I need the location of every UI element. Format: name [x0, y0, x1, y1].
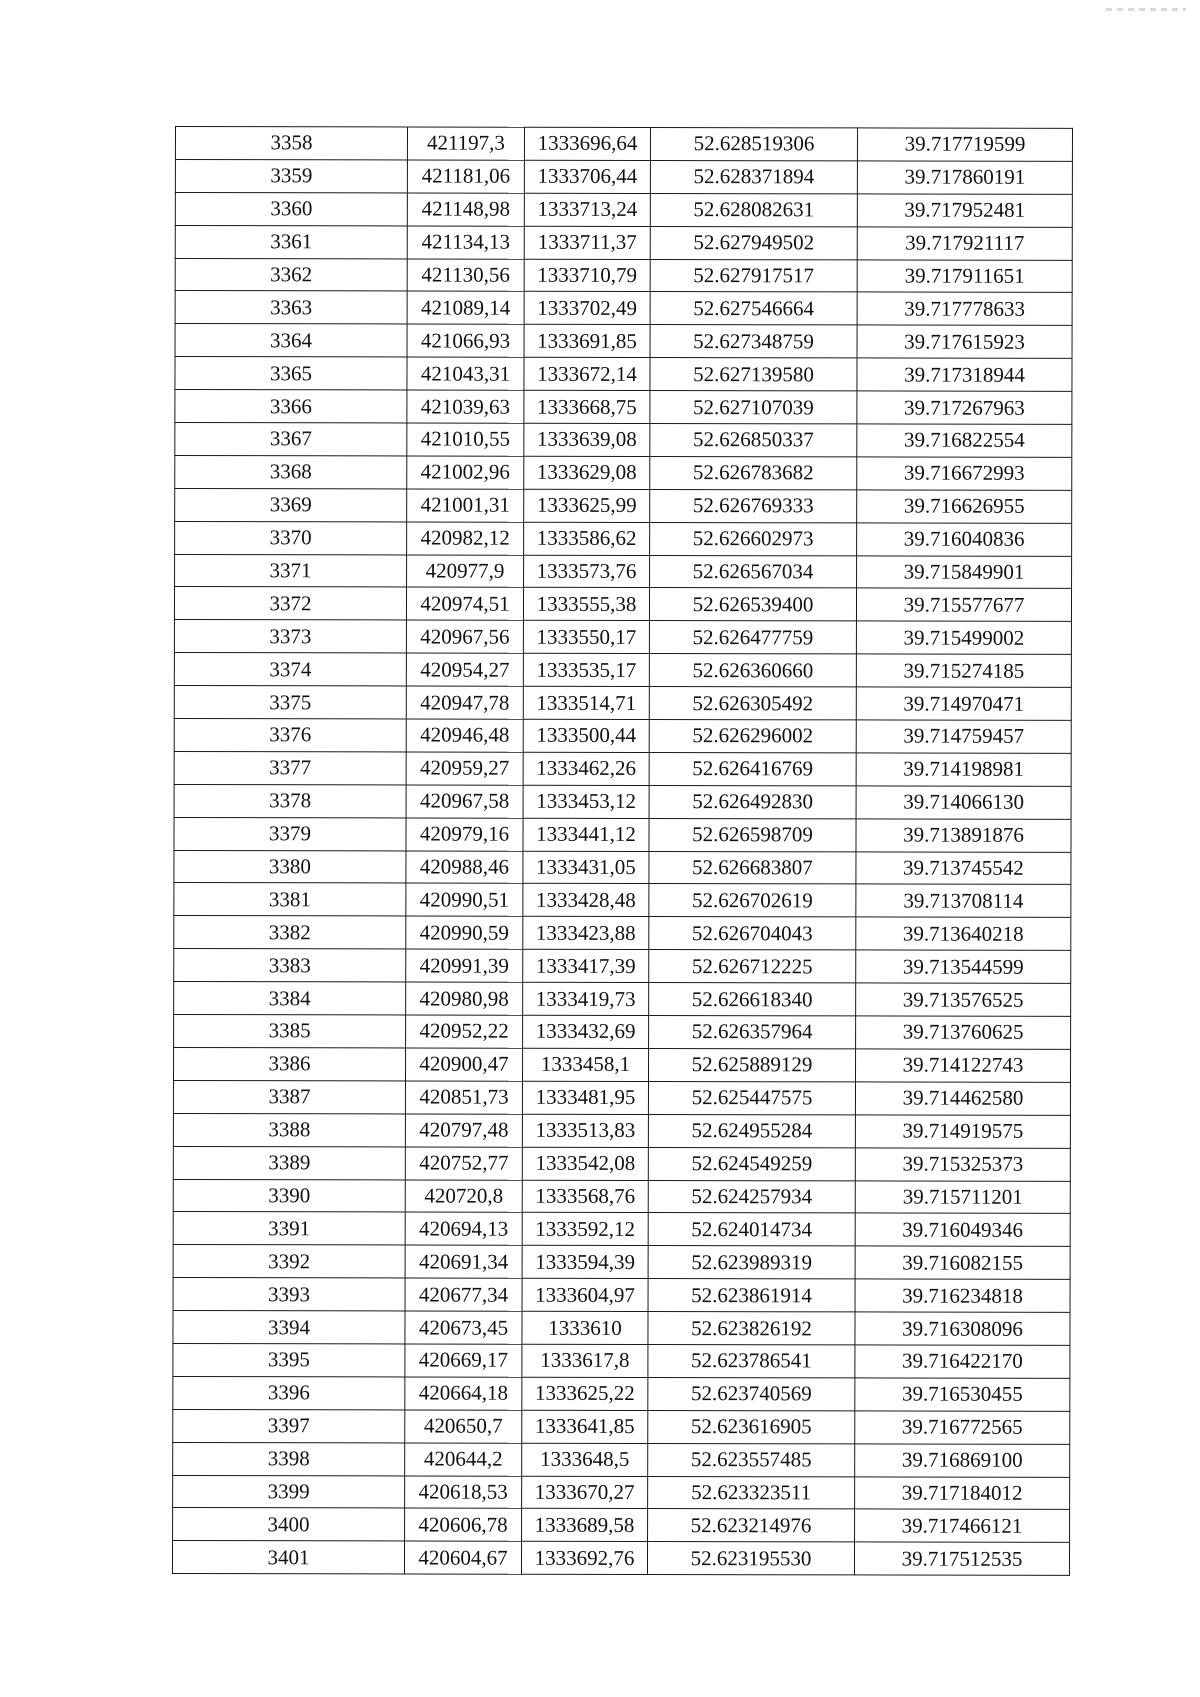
longitude-cell: 39.716082155	[855, 1246, 1070, 1279]
latitude-cell: 52.626683807	[649, 851, 856, 884]
longitude-cell: 39.716672993	[857, 457, 1072, 490]
latitude-cell: 52.626598709	[649, 818, 856, 851]
y-coordinate-cell: 1333696,64	[524, 127, 650, 160]
longitude-cell: 39.714198981	[856, 753, 1071, 786]
point-number-cell: 3380	[174, 850, 406, 883]
table-row	[173, 1311, 1070, 1346]
longitude-cell: 39.717318944	[857, 358, 1072, 391]
point-number-cell: 3365	[175, 357, 407, 390]
x-coordinate-cell: 421134,13	[407, 226, 524, 259]
point-number-cell: 3398	[173, 1442, 405, 1475]
latitude-cell: 52.626416769	[649, 752, 856, 785]
table-row	[173, 1442, 1070, 1477]
longitude-cell: 39.715274185	[856, 654, 1071, 687]
x-coordinate-cell: 421010,55	[407, 423, 524, 456]
table-row	[173, 1343, 1070, 1378]
x-coordinate-cell: 420604,67	[404, 1541, 521, 1574]
latitude-cell: 52.623214976	[648, 1509, 855, 1542]
longitude-cell: 39.716626955	[857, 490, 1072, 523]
x-coordinate-cell: 420673,45	[405, 1311, 522, 1344]
latitude-cell: 52.623557485	[648, 1443, 855, 1476]
point-number-cell: 3397	[173, 1409, 405, 1442]
latitude-cell: 52.628519306	[650, 127, 857, 160]
latitude-cell: 52.626783682	[650, 456, 857, 489]
y-coordinate-cell: 1333453,12	[523, 785, 649, 818]
x-coordinate-cell: 420644,2	[405, 1443, 522, 1476]
y-coordinate-cell: 1333542,08	[522, 1147, 648, 1180]
latitude-cell: 52.626357964	[649, 1016, 856, 1049]
point-number-cell: 3401	[172, 1541, 404, 1574]
latitude-cell: 52.628082631	[650, 193, 857, 226]
longitude-cell: 39.716772565	[855, 1411, 1070, 1444]
point-number-cell: 3368	[175, 455, 407, 488]
x-coordinate-cell: 420974,51	[406, 587, 523, 620]
table-row	[175, 554, 1072, 589]
table-row	[174, 620, 1071, 655]
x-coordinate-cell: 420982,12	[407, 522, 524, 555]
latitude-cell: 52.624014734	[648, 1213, 855, 1246]
latitude-cell: 52.627949502	[650, 226, 857, 259]
point-number-cell: 3390	[173, 1179, 405, 1212]
table-row	[173, 1179, 1070, 1214]
x-coordinate-cell: 420952,22	[406, 1015, 523, 1048]
latitude-cell: 52.627348759	[650, 325, 857, 358]
y-coordinate-cell: 1333670,27	[522, 1476, 648, 1509]
point-number-cell: 3399	[173, 1475, 405, 1508]
table-row	[173, 1475, 1070, 1510]
table-row	[173, 1278, 1070, 1313]
point-number-cell: 3389	[173, 1146, 405, 1179]
table-row	[174, 883, 1071, 918]
y-coordinate-cell: 1333423,88	[523, 917, 649, 950]
point-number-cell: 3396	[173, 1376, 405, 1409]
longitude-cell: 39.717184012	[855, 1476, 1070, 1509]
y-coordinate-cell: 1333514,71	[523, 686, 649, 719]
x-coordinate-cell: 420720,8	[405, 1179, 522, 1212]
point-number-cell: 3359	[175, 159, 407, 192]
latitude-cell: 52.626492830	[649, 785, 856, 818]
x-coordinate-cell: 421043,31	[407, 357, 524, 390]
x-coordinate-cell: 420991,39	[406, 949, 523, 982]
x-coordinate-cell: 420752,77	[405, 1147, 522, 1180]
latitude-cell: 52.624549259	[648, 1147, 855, 1180]
table-row	[174, 719, 1071, 754]
y-coordinate-cell: 1333691,85	[524, 325, 650, 358]
y-coordinate-cell: 1333592,12	[522, 1213, 648, 1246]
y-coordinate-cell: 1333513,83	[522, 1114, 648, 1147]
longitude-cell: 39.713745542	[856, 852, 1071, 885]
longitude-cell: 39.716308096	[855, 1312, 1070, 1345]
longitude-cell: 39.713576525	[856, 983, 1071, 1016]
x-coordinate-cell: 420797,48	[405, 1114, 522, 1147]
table-row	[175, 357, 1072, 392]
y-coordinate-cell: 1333629,08	[524, 456, 650, 489]
longitude-cell: 39.713640218	[856, 917, 1071, 950]
x-coordinate-cell: 420694,13	[405, 1212, 522, 1245]
latitude-cell: 52.626360660	[649, 654, 856, 687]
y-coordinate-cell: 1333586,62	[524, 522, 650, 555]
point-number-cell: 3371	[175, 554, 407, 587]
table-row	[174, 686, 1071, 721]
longitude-cell: 39.714919575	[855, 1115, 1070, 1148]
x-coordinate-cell: 420650,7	[405, 1410, 522, 1443]
table-row	[174, 949, 1071, 984]
point-number-cell: 3366	[175, 390, 407, 423]
point-number-cell: 3361	[175, 225, 407, 258]
point-number-cell: 3384	[174, 982, 406, 1015]
table-row	[173, 1508, 1070, 1543]
point-number-cell: 3363	[175, 291, 407, 324]
y-coordinate-cell: 1333625,99	[524, 489, 650, 522]
longitude-cell: 39.716822554	[857, 424, 1072, 457]
point-number-cell: 3370	[175, 521, 407, 554]
point-number-cell: 3375	[174, 686, 406, 719]
point-number-cell: 3387	[173, 1080, 405, 1113]
x-coordinate-cell: 421039,63	[407, 390, 524, 423]
latitude-cell: 52.626712225	[649, 950, 856, 983]
x-coordinate-cell: 421066,93	[407, 324, 524, 357]
table-row	[175, 324, 1072, 359]
latitude-cell: 52.623323511	[648, 1476, 855, 1509]
x-coordinate-cell: 420900,47	[406, 1048, 523, 1081]
y-coordinate-cell: 1333672,14	[524, 357, 650, 390]
point-number-cell: 3382	[174, 916, 406, 949]
y-coordinate-cell: 1333568,76	[522, 1180, 648, 1213]
table-row	[175, 225, 1072, 260]
point-number-cell: 3383	[174, 949, 406, 982]
x-coordinate-cell: 420664,18	[405, 1377, 522, 1410]
latitude-cell: 52.626850337	[650, 424, 857, 457]
y-coordinate-cell: 1333431,05	[523, 851, 649, 884]
point-number-cell: 3394	[173, 1311, 405, 1344]
table-row	[173, 1146, 1070, 1181]
table-row	[174, 982, 1071, 1017]
latitude-cell: 52.625447575	[648, 1081, 855, 1114]
longitude-cell: 39.717778633	[857, 292, 1072, 325]
longitude-cell: 39.713708114	[856, 884, 1071, 917]
x-coordinate-cell: 420618,53	[405, 1475, 522, 1508]
y-coordinate-cell: 1333689,58	[522, 1509, 648, 1542]
point-number-cell: 3392	[173, 1245, 405, 1278]
longitude-cell: 39.716530455	[855, 1378, 1070, 1411]
y-coordinate-cell: 1333710,79	[524, 259, 650, 292]
x-coordinate-cell: 420851,73	[405, 1081, 522, 1114]
y-coordinate-cell: 1333594,39	[522, 1246, 648, 1279]
table-row	[175, 390, 1072, 425]
y-coordinate-cell: 1333706,44	[524, 160, 650, 193]
point-number-cell: 3395	[173, 1343, 405, 1376]
x-coordinate-cell: 420990,59	[406, 916, 523, 949]
latitude-cell: 52.627107039	[650, 391, 857, 424]
table-row	[173, 1212, 1070, 1247]
x-coordinate-cell: 421130,56	[407, 259, 524, 292]
longitude-cell: 39.717921117	[857, 227, 1072, 260]
table-row	[174, 653, 1071, 688]
coordinates-table	[172, 126, 1073, 1576]
y-coordinate-cell: 1333641,85	[522, 1410, 648, 1443]
x-coordinate-cell: 420988,46	[406, 851, 523, 884]
point-number-cell: 3367	[175, 423, 407, 456]
x-coordinate-cell: 421181,06	[407, 160, 524, 193]
longitude-cell: 39.714462580	[855, 1082, 1070, 1115]
table-row	[174, 1047, 1071, 1082]
longitude-cell: 39.717719599	[857, 128, 1072, 161]
longitude-cell: 39.715499002	[856, 621, 1071, 654]
point-number-cell: 3378	[174, 784, 406, 817]
table-row	[173, 1245, 1070, 1280]
y-coordinate-cell: 1333428,48	[523, 884, 649, 917]
y-coordinate-cell: 1333500,44	[523, 719, 649, 752]
longitude-cell: 39.713544599	[856, 950, 1071, 983]
x-coordinate-cell: 420967,58	[406, 785, 523, 818]
latitude-cell: 52.627917517	[650, 259, 857, 292]
latitude-cell: 52.626769333	[650, 489, 857, 522]
longitude-cell: 39.714970471	[856, 687, 1071, 720]
x-coordinate-cell: 421089,14	[407, 291, 524, 324]
table-row	[173, 1376, 1070, 1411]
y-coordinate-cell: 1333617,8	[522, 1344, 648, 1377]
table-row	[175, 127, 1072, 162]
y-coordinate-cell: 1333692,76	[521, 1542, 647, 1575]
point-number-cell: 3379	[174, 817, 406, 850]
longitude-cell: 39.717911651	[857, 259, 1072, 292]
longitude-cell: 39.715577677	[856, 588, 1071, 621]
y-coordinate-cell: 1333419,73	[523, 982, 649, 1015]
table-row	[174, 784, 1071, 819]
table-row	[173, 1113, 1070, 1148]
y-coordinate-cell: 1333462,26	[523, 752, 649, 785]
y-coordinate-cell: 1333713,24	[524, 193, 650, 226]
longitude-cell: 39.715711201	[855, 1180, 1070, 1213]
latitude-cell: 52.627139580	[650, 358, 857, 391]
y-coordinate-cell: 1333555,38	[523, 588, 649, 621]
latitude-cell: 52.624257934	[648, 1180, 855, 1213]
point-number-cell: 3388	[173, 1113, 405, 1146]
point-number-cell: 3376	[174, 719, 406, 752]
table-row	[174, 817, 1071, 852]
longitude-cell: 39.714759457	[856, 720, 1071, 753]
point-number-cell: 3362	[175, 258, 407, 291]
latitude-cell: 52.626567034	[650, 555, 857, 588]
y-coordinate-cell: 1333711,37	[524, 226, 650, 259]
x-coordinate-cell: 420677,34	[405, 1278, 522, 1311]
x-coordinate-cell: 420977,9	[407, 555, 524, 588]
longitude-cell: 39.713760625	[856, 1016, 1071, 1049]
longitude-cell: 39.716869100	[855, 1444, 1070, 1477]
latitude-cell: 52.623616905	[648, 1410, 855, 1443]
table-row	[174, 751, 1071, 786]
y-coordinate-cell: 1333604,97	[522, 1278, 648, 1311]
y-coordinate-cell: 1333610	[522, 1311, 648, 1344]
point-number-cell: 3374	[174, 653, 406, 686]
latitude-cell: 52.626602973	[650, 522, 857, 555]
latitude-cell: 52.626704043	[649, 917, 856, 950]
x-coordinate-cell: 420959,27	[406, 752, 523, 785]
point-number-cell: 3386	[174, 1047, 406, 1080]
y-coordinate-cell: 1333668,75	[524, 390, 650, 423]
x-coordinate-cell: 421148,98	[407, 193, 524, 226]
table-row	[173, 1080, 1070, 1115]
y-coordinate-cell: 1333702,49	[524, 292, 650, 325]
point-number-cell: 3377	[174, 751, 406, 784]
table-row	[175, 521, 1072, 556]
x-coordinate-cell: 420606,78	[405, 1508, 522, 1541]
longitude-cell: 39.717615923	[857, 325, 1072, 358]
latitude-cell: 52.628371894	[650, 160, 857, 193]
longitude-cell: 39.715849901	[857, 556, 1072, 589]
x-coordinate-cell: 421197,3	[407, 127, 524, 160]
table-row	[173, 1409, 1070, 1444]
table-row	[174, 587, 1071, 622]
latitude-cell: 52.623786541	[648, 1344, 855, 1377]
longitude-cell: 39.717860191	[857, 161, 1072, 194]
x-coordinate-cell: 421002,96	[407, 456, 524, 489]
longitude-cell: 39.717466121	[855, 1509, 1070, 1542]
x-coordinate-cell: 420954,27	[406, 653, 523, 686]
latitude-cell: 52.626305492	[649, 687, 856, 720]
point-number-cell: 3372	[174, 587, 406, 620]
longitude-cell: 39.713891876	[856, 819, 1071, 852]
point-number-cell: 3360	[175, 192, 407, 225]
table-row	[175, 423, 1072, 458]
x-coordinate-cell: 420946,48	[406, 719, 523, 752]
point-number-cell: 3400	[173, 1508, 405, 1541]
longitude-cell: 39.717267963	[857, 391, 1072, 424]
table-row	[175, 192, 1072, 227]
longitude-cell: 39.716234818	[855, 1279, 1070, 1312]
point-number-cell: 3393	[173, 1278, 405, 1311]
point-number-cell: 3369	[175, 488, 407, 521]
y-coordinate-cell: 1333625,22	[522, 1377, 648, 1410]
x-coordinate-cell: 420947,78	[406, 686, 523, 719]
table-row	[175, 159, 1072, 194]
y-coordinate-cell: 1333639,08	[524, 423, 650, 456]
x-coordinate-cell: 420691,34	[405, 1245, 522, 1278]
latitude-cell: 52.623195530	[647, 1542, 854, 1575]
longitude-cell: 39.716049346	[855, 1213, 1070, 1246]
table-row	[172, 1541, 1069, 1576]
latitude-cell: 52.625889129	[649, 1048, 856, 1081]
longitude-cell: 39.716040836	[857, 523, 1072, 556]
latitude-cell: 52.623826192	[648, 1312, 855, 1345]
latitude-cell: 52.626296002	[649, 720, 856, 753]
latitude-cell: 52.626618340	[649, 983, 856, 1016]
table-row	[175, 488, 1072, 523]
latitude-cell: 52.626477759	[649, 621, 856, 654]
table-row	[174, 916, 1071, 951]
y-coordinate-cell: 1333458,1	[523, 1048, 649, 1081]
point-number-cell: 3373	[174, 620, 406, 653]
latitude-cell: 52.627546664	[650, 292, 857, 325]
y-coordinate-cell: 1333441,12	[523, 818, 649, 851]
y-coordinate-cell: 1333573,76	[524, 555, 650, 588]
y-coordinate-cell: 1333432,69	[523, 1015, 649, 1048]
x-coordinate-cell: 420980,98	[406, 982, 523, 1015]
x-coordinate-cell: 420669,17	[405, 1344, 522, 1377]
scan-artifact	[1106, 8, 1186, 11]
point-number-cell: 3381	[174, 883, 406, 916]
y-coordinate-cell: 1333481,95	[522, 1081, 648, 1114]
table-row	[175, 258, 1072, 293]
latitude-cell: 52.626539400	[649, 588, 856, 621]
latitude-cell: 52.624955284	[648, 1114, 855, 1147]
longitude-cell: 39.714122743	[855, 1049, 1070, 1082]
x-coordinate-cell: 420990,51	[406, 883, 523, 916]
point-number-cell: 3358	[175, 127, 407, 160]
point-number-cell: 3385	[174, 1015, 406, 1048]
latitude-cell: 52.623989319	[648, 1246, 855, 1279]
table-row	[174, 850, 1071, 885]
longitude-cell: 39.717952481	[857, 194, 1072, 227]
point-number-cell: 3364	[175, 324, 407, 357]
y-coordinate-cell: 1333535,17	[523, 653, 649, 686]
longitude-cell: 39.715325373	[855, 1148, 1070, 1181]
longitude-cell: 39.714066130	[856, 786, 1071, 819]
y-coordinate-cell: 1333648,5	[522, 1443, 648, 1476]
latitude-cell: 52.626702619	[649, 884, 856, 917]
y-coordinate-cell: 1333550,17	[523, 621, 649, 654]
coordinates-table-body	[172, 127, 1072, 1576]
table-row	[175, 291, 1072, 326]
table-row	[174, 1015, 1071, 1050]
point-number-cell: 3391	[173, 1212, 405, 1245]
longitude-cell: 39.716422170	[855, 1345, 1070, 1378]
x-coordinate-cell: 420979,16	[406, 818, 523, 851]
latitude-cell: 52.623861914	[648, 1279, 855, 1312]
latitude-cell: 52.623740569	[648, 1377, 855, 1410]
table-row	[175, 455, 1072, 490]
x-coordinate-cell: 421001,31	[407, 489, 524, 522]
y-coordinate-cell: 1333417,39	[523, 949, 649, 982]
longitude-cell: 39.717512535	[854, 1542, 1069, 1575]
x-coordinate-cell: 420967,56	[406, 620, 523, 653]
